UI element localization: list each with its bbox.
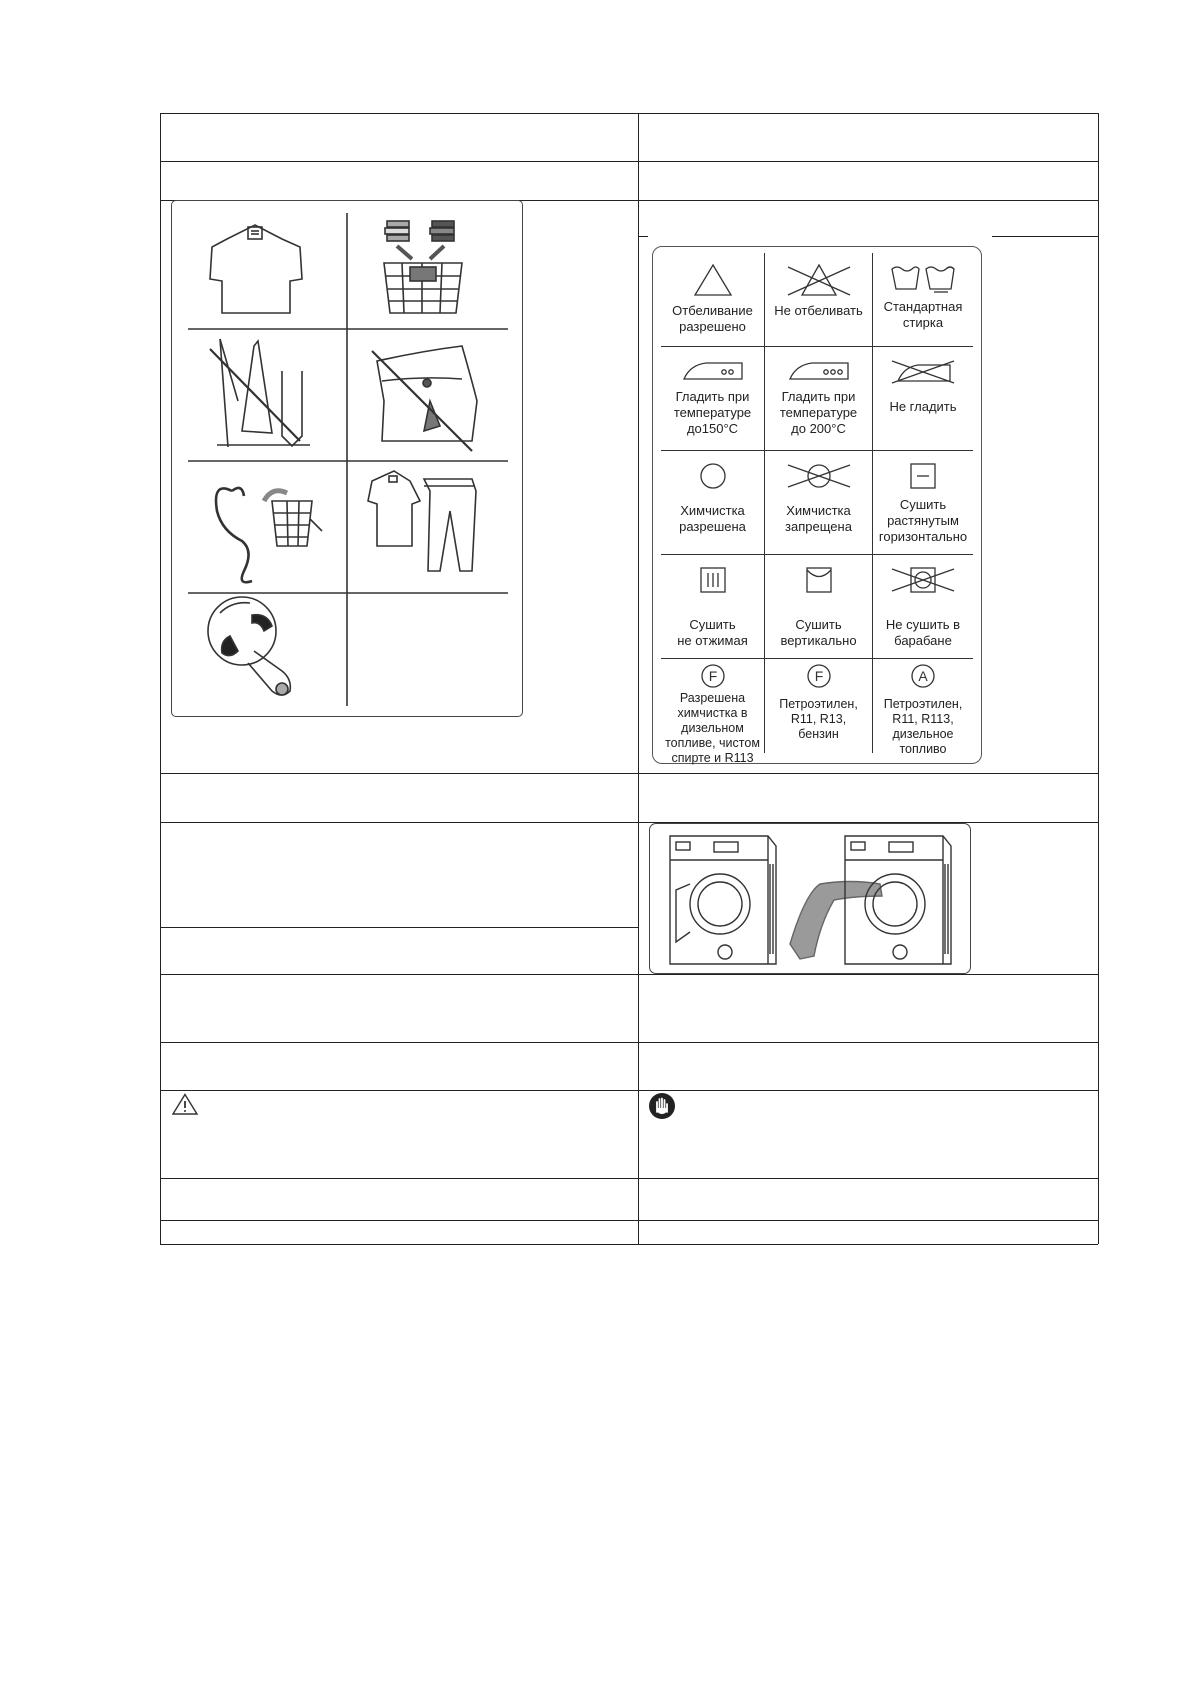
care-label: Сушить не отжимая bbox=[677, 617, 748, 648]
dry-clean-allowed-icon bbox=[698, 461, 728, 491]
svg-text:F: F bbox=[814, 668, 823, 684]
care-cell-solvent-f-1 bbox=[661, 659, 765, 765]
care-cell-bleach-allowed bbox=[661, 253, 765, 347]
laundry-preparation-figure bbox=[171, 200, 523, 717]
care-label: Химчистка разрешена bbox=[679, 503, 746, 534]
drip-dry-icon bbox=[698, 565, 728, 595]
care-label: Сушить вертикально bbox=[780, 617, 857, 648]
care-label: Не сушить в барабане bbox=[885, 617, 961, 648]
table-border-top bbox=[160, 113, 1098, 114]
washing-machine-open-door-icon bbox=[670, 836, 776, 964]
iron-150-icon bbox=[680, 357, 746, 383]
care-label: Стандартная стирка bbox=[883, 299, 963, 330]
care-cell-line-dry bbox=[765, 555, 873, 659]
care-label: Гладить при температуре до 200°С bbox=[779, 389, 858, 436]
no-bleach-icon bbox=[784, 263, 854, 297]
care-cell-no-tumble-dry bbox=[873, 555, 973, 659]
pins-icon bbox=[210, 339, 310, 447]
care-label: Сушить растянутым горизонтально bbox=[878, 497, 968, 544]
care-label: Разрешена химчистка в дизельном топливе, чистом спирте и R113 bbox=[665, 691, 760, 765]
care-cell-iron-150 bbox=[661, 347, 765, 451]
washer-cleaning-figure bbox=[649, 823, 971, 974]
care-cell-iron-200 bbox=[765, 347, 873, 451]
table-row-divider bbox=[160, 1178, 1098, 1179]
dry-flat-icon bbox=[908, 461, 938, 491]
care-label: Отбеливание разрешено bbox=[672, 303, 753, 334]
pocket-icon bbox=[372, 346, 477, 451]
care-cell-no-bleach bbox=[765, 253, 873, 347]
care-cell-no-iron bbox=[873, 347, 973, 451]
table-row-divider bbox=[160, 773, 1098, 774]
cleaning-hose-icon bbox=[790, 882, 882, 960]
standard-wash-icon bbox=[888, 263, 958, 293]
table-row-divider bbox=[160, 1042, 1098, 1043]
svg-text:A: A bbox=[918, 668, 928, 684]
table-cell-line bbox=[992, 236, 1098, 237]
care-label: Не гладить bbox=[889, 399, 957, 414]
bleach-allowed-icon bbox=[693, 263, 733, 297]
dry-clean-forbidden-icon bbox=[784, 461, 854, 491]
care-label: Петроэтилен, R11, R13, бензин bbox=[779, 697, 858, 741]
table-cell-line bbox=[638, 236, 648, 237]
table-row-divider-left bbox=[160, 927, 638, 928]
care-cell-solvent-a bbox=[873, 659, 973, 756]
shirt-and-trousers-icon bbox=[368, 471, 476, 571]
warning-triangle-icon bbox=[172, 1093, 198, 1115]
table-column-divider bbox=[638, 113, 639, 1244]
iron-200-icon bbox=[786, 357, 852, 383]
table-border-bottom bbox=[160, 1244, 1098, 1245]
table-row-divider bbox=[160, 161, 1098, 162]
care-cell-dry-flat bbox=[873, 451, 973, 555]
shirt-icon bbox=[210, 225, 302, 313]
care-label: Гладить при температуре до150°С bbox=[673, 389, 752, 436]
table-border-left bbox=[160, 113, 161, 1244]
no-tumble-dry-icon bbox=[888, 565, 958, 595]
table-border-right bbox=[1098, 113, 1099, 1244]
washing-machine-loading-icon bbox=[845, 836, 951, 964]
table-row-divider bbox=[160, 1220, 1098, 1221]
stop-hand-icon bbox=[648, 1092, 676, 1120]
care-label: Не отбеливать bbox=[774, 303, 863, 318]
solvent-f-icon bbox=[700, 663, 726, 689]
detergent-ball-icon bbox=[208, 597, 290, 695]
line-dry-icon bbox=[804, 565, 834, 595]
care-label: Петроэтилен, R11, R113, дизельное топливо bbox=[883, 697, 963, 756]
care-symbols-table bbox=[652, 246, 982, 764]
svg-text:F: F bbox=[708, 668, 717, 684]
hooks-and-net-bag-icon bbox=[216, 488, 322, 582]
solvent-f-icon bbox=[806, 663, 832, 689]
care-cell-solvent-f-2 bbox=[765, 659, 873, 753]
table-row-divider bbox=[160, 1090, 1098, 1091]
care-cell-standard-wash bbox=[873, 253, 973, 347]
care-cell-dry-clean-forbidden bbox=[765, 451, 873, 555]
no-iron-icon bbox=[888, 357, 958, 385]
care-cell-dry-clean-allowed bbox=[661, 451, 765, 555]
care-cell-drip-dry bbox=[661, 555, 765, 659]
solvent-a-icon bbox=[910, 663, 936, 689]
sorted-laundry-basket-icon bbox=[384, 221, 462, 313]
care-label: Химчистка запрещена bbox=[785, 503, 852, 534]
